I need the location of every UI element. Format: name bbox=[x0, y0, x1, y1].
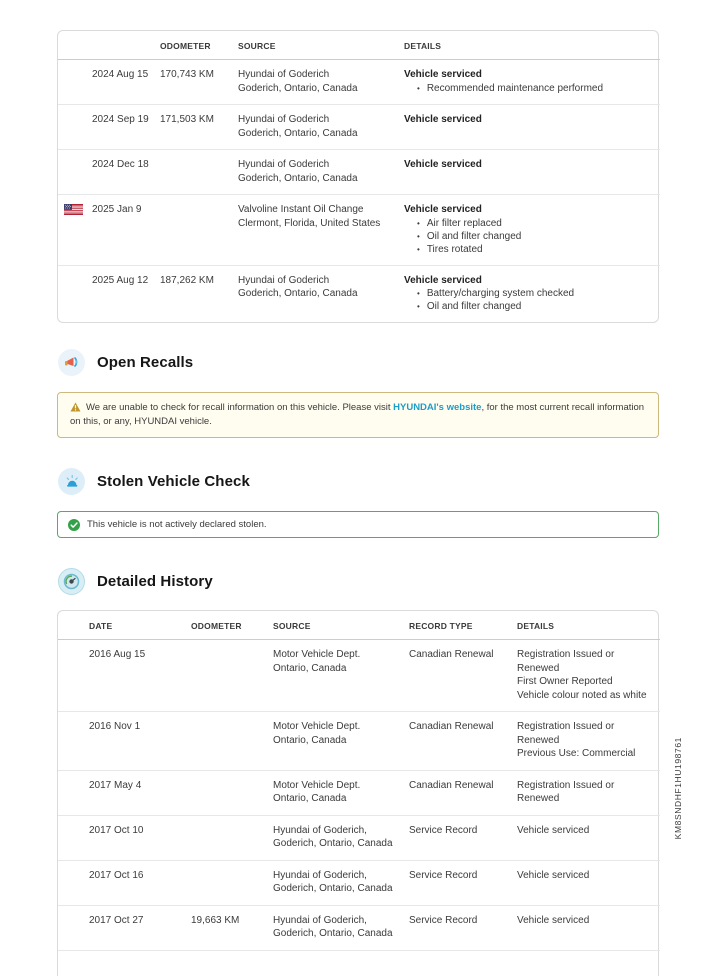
cell-source bbox=[238, 150, 404, 195]
bullet-text: Tires rotated bbox=[426, 243, 483, 255]
detail-line: Registration Issued or Renewed bbox=[517, 721, 615, 746]
open-recalls-title: Open Recalls bbox=[97, 354, 194, 371]
table-row bbox=[58, 640, 660, 712]
source-line: Goderich, Ontario, Canada bbox=[238, 127, 358, 139]
cell-details bbox=[404, 60, 660, 105]
flag-slot-empty bbox=[64, 158, 88, 172]
bullet-dot: • bbox=[417, 83, 420, 93]
record-date: 2024 Dec 18 bbox=[92, 159, 149, 170]
source-line: Motor Vehicle Dept. bbox=[273, 649, 361, 660]
bullet-dot: • bbox=[417, 289, 420, 298]
column-header: DATE bbox=[58, 611, 191, 640]
cell-date: 2017 May 4 bbox=[58, 770, 191, 815]
cell-date: 2016 Aug 15 bbox=[89, 649, 146, 660]
source-line: Goderich, Ontario, Canada bbox=[273, 883, 393, 894]
table-row bbox=[58, 60, 660, 105]
detailed-history-table bbox=[57, 610, 659, 976]
cell-details bbox=[517, 860, 660, 905]
cell-source bbox=[238, 265, 404, 322]
cell-source bbox=[273, 905, 409, 950]
megaphone-icon bbox=[58, 349, 85, 376]
stolen-vehicle-check-title: Stolen Vehicle Check bbox=[97, 473, 250, 490]
table-row bbox=[58, 105, 660, 150]
cell-record-type: Canadian Renewal bbox=[409, 649, 494, 660]
table-row bbox=[58, 770, 660, 815]
detail-bullet bbox=[404, 217, 656, 230]
column-header: SOURCE bbox=[273, 611, 409, 640]
cell-record-type: Service Record bbox=[409, 905, 517, 950]
cell-date bbox=[58, 265, 160, 322]
cell-date: 2017 Oct 27 bbox=[58, 905, 191, 950]
source-line: Ontario, Canada bbox=[273, 734, 347, 746]
detail-bullet bbox=[404, 230, 656, 243]
detail-line: First Owner Reported bbox=[517, 676, 613, 687]
report-content bbox=[57, 0, 659, 976]
record-title: Vehicle serviced bbox=[404, 159, 482, 170]
cell-source bbox=[273, 640, 409, 712]
cell-date: 2017 Oct 16 bbox=[58, 860, 191, 905]
detailed-history-title: Detailed History bbox=[97, 573, 213, 590]
empty-cell bbox=[58, 950, 191, 976]
cell-details bbox=[517, 770, 660, 815]
detailed-history-section-header bbox=[58, 568, 659, 595]
source-line: Goderich, Ontario, Canada bbox=[238, 82, 358, 94]
siren-icon bbox=[58, 468, 85, 495]
record-date: 2025 Jan 9 bbox=[92, 204, 142, 215]
flag-slot-empty bbox=[64, 68, 88, 82]
cell-odometer bbox=[160, 195, 238, 266]
stolen-check-message: This vehicle is not actively declared stolen. bbox=[87, 519, 267, 530]
column-header: ODOMETER bbox=[160, 31, 238, 60]
empty-cell bbox=[517, 950, 660, 976]
detail-bullet bbox=[404, 82, 656, 95]
cell-odometer: 170,743 KM bbox=[160, 69, 214, 80]
bullet-dot: • bbox=[417, 231, 420, 241]
detail-line: Vehicle colour noted as white bbox=[517, 689, 647, 701]
cell-odometer: 19,663 KM bbox=[191, 905, 273, 950]
bullet-dot: • bbox=[417, 244, 420, 254]
record-date: 2024 Sep 19 bbox=[92, 114, 149, 125]
cell-details bbox=[404, 195, 660, 266]
bullet-text: Air filter replaced bbox=[426, 217, 502, 229]
cell-details bbox=[517, 815, 660, 860]
record-date: 2025 Aug 12 bbox=[92, 274, 149, 286]
flag-slot-empty bbox=[64, 274, 88, 288]
cell-record-type: Canadian Renewal bbox=[409, 712, 517, 771]
detail-line: Previous Use: Commercial bbox=[517, 748, 636, 759]
cell-record-type: Service Record bbox=[409, 815, 517, 860]
detail-line: Registration Issued or Renewed bbox=[517, 649, 615, 674]
cell-details bbox=[404, 150, 660, 195]
source-line: Hyundai of Goderich, bbox=[273, 824, 367, 836]
detail-line: Registration Issued or Renewed bbox=[517, 779, 615, 804]
source-line: Clermont, Florida, United States bbox=[238, 217, 381, 229]
source-line: Hyundai of Goderich bbox=[238, 159, 330, 170]
cell-details bbox=[404, 265, 660, 322]
cell-date bbox=[58, 195, 160, 266]
source-line: Hyundai of Goderich, bbox=[273, 869, 367, 881]
table-row bbox=[58, 815, 660, 860]
bullet-text: Oil and filter changed bbox=[426, 230, 522, 242]
bullet-dot: • bbox=[417, 218, 420, 228]
detail-bullet bbox=[404, 300, 656, 313]
source-line: Goderich, Ontario, Canada bbox=[273, 838, 393, 849]
table-row bbox=[58, 195, 660, 266]
source-line: Ontario, Canada bbox=[273, 662, 347, 674]
cell-source bbox=[238, 105, 404, 150]
recall-warning-text-post: , for the most current recall information on this, or any, HYUNDAI vehicle. bbox=[70, 402, 645, 427]
cell-details bbox=[517, 712, 660, 771]
warning-triangle-icon bbox=[70, 402, 81, 412]
record-title: Vehicle serviced bbox=[404, 204, 482, 215]
detail-line: Vehicle serviced bbox=[517, 869, 590, 881]
source-line: Motor Vehicle Dept. bbox=[273, 779, 361, 791]
detail-line: Vehicle serviced bbox=[517, 824, 590, 836]
cell-details bbox=[517, 640, 660, 712]
empty-cell bbox=[273, 950, 409, 976]
source-line: Goderich, Ontario, Canada bbox=[273, 928, 393, 939]
cell-odometer bbox=[191, 640, 273, 712]
source-line: Hyundai of Goderich bbox=[238, 274, 330, 286]
record-title: Vehicle serviced bbox=[404, 69, 482, 80]
detail-line: Vehicle serviced bbox=[517, 914, 590, 926]
green-check-icon bbox=[68, 519, 80, 531]
cell-details bbox=[404, 105, 660, 150]
source-line: Hyundai of Goderich, bbox=[273, 914, 367, 926]
recall-warning-box bbox=[57, 392, 659, 438]
table-row bbox=[58, 265, 660, 322]
hyundai-website-link[interactable]: HYUNDAI's website bbox=[393, 402, 482, 413]
stolen-check-result-box bbox=[57, 511, 659, 538]
cell-date bbox=[58, 60, 160, 105]
source-line: Hyundai of Goderich bbox=[238, 69, 330, 80]
cell-date: 2017 Oct 10 bbox=[58, 815, 191, 860]
stolen-vehicle-check-section-header bbox=[58, 468, 659, 495]
bullet-text: Battery/charging system checked bbox=[426, 288, 575, 299]
cell-date bbox=[58, 105, 160, 150]
recall-warning-text-pre: We are unable to check for recall information on this vehicle. Please visit bbox=[86, 402, 394, 413]
cell-details bbox=[517, 905, 660, 950]
cell-odometer bbox=[160, 150, 238, 195]
column-header: DETAILS bbox=[517, 611, 660, 640]
cell-source bbox=[238, 195, 404, 266]
cell-odometer bbox=[191, 860, 273, 905]
source-line: Goderich, Ontario, Canada bbox=[238, 172, 358, 184]
record-title: Vehicle serviced bbox=[404, 114, 482, 125]
detail-bullet bbox=[404, 243, 656, 256]
cell-odometer: 187,262 KM bbox=[160, 265, 238, 322]
empty-cell bbox=[409, 950, 517, 976]
cell-odometer bbox=[191, 770, 273, 815]
us-flag-icon bbox=[64, 204, 83, 215]
column-header: SOURCE bbox=[238, 31, 404, 60]
cell-source bbox=[273, 712, 409, 771]
gauge-icon bbox=[58, 568, 85, 595]
cell-source bbox=[273, 815, 409, 860]
cell-record-type: Canadian Renewal bbox=[409, 770, 517, 815]
detailed-history-table-header bbox=[58, 611, 660, 640]
source-line: Goderich, Ontario, Canada bbox=[238, 288, 358, 299]
vin-vertical-label: KM8SNDHF1HU198761 bbox=[673, 737, 683, 840]
column-header bbox=[58, 31, 160, 60]
record-date: 2024 Aug 15 bbox=[92, 69, 149, 80]
column-header: DETAILS bbox=[404, 31, 660, 60]
cell-date: 2016 Nov 1 bbox=[58, 712, 191, 771]
open-recalls-section-header bbox=[58, 349, 659, 376]
record-title: Vehicle serviced bbox=[404, 274, 482, 286]
cell-date bbox=[58, 150, 160, 195]
column-header: ODOMETER bbox=[191, 611, 273, 640]
detail-bullet bbox=[404, 287, 656, 300]
flag-slot bbox=[64, 203, 88, 217]
cell-record-type: Service Record bbox=[409, 860, 517, 905]
cell-source bbox=[238, 60, 404, 105]
table-row bbox=[58, 712, 660, 771]
cell-odometer bbox=[191, 815, 273, 860]
empty-cell bbox=[191, 950, 273, 976]
cell-odometer bbox=[191, 712, 273, 771]
bullet-dot: • bbox=[417, 302, 420, 311]
cell-odometer: 171,503 KM bbox=[160, 105, 238, 150]
table-row-empty bbox=[58, 950, 660, 976]
source-line: Valvoline Instant Oil Change bbox=[238, 204, 364, 215]
table-row bbox=[58, 905, 660, 950]
source-line: Motor Vehicle Dept. bbox=[273, 721, 361, 732]
cell-source bbox=[273, 860, 409, 905]
service-table-header bbox=[58, 31, 660, 60]
bullet-text: Oil and filter changed bbox=[426, 301, 522, 312]
column-header: RECORD TYPE bbox=[409, 611, 517, 640]
bullet-text: Recommended maintenance performed bbox=[426, 82, 604, 94]
source-line: Hyundai of Goderich bbox=[238, 114, 330, 125]
cell-source bbox=[273, 770, 409, 815]
service-records-table bbox=[57, 30, 659, 323]
flag-slot-empty bbox=[64, 113, 88, 127]
source-line: Ontario, Canada bbox=[273, 793, 347, 804]
table-row bbox=[58, 150, 660, 195]
table-row bbox=[58, 860, 660, 905]
